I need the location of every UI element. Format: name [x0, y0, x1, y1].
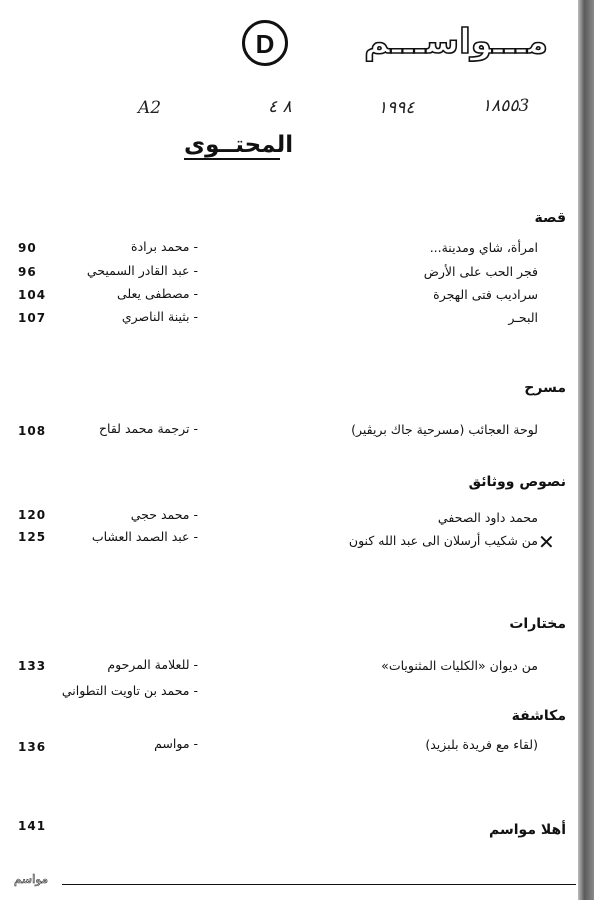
entry-author: - محمد برادة	[131, 239, 198, 254]
badge-letter: D	[255, 29, 275, 59]
handwritten-note: ٨ ٤	[268, 97, 292, 117]
toc-title-underline	[184, 158, 280, 160]
entry-title: امرأة، شاي ومدينة...	[429, 240, 538, 255]
section-heading: نصوص ووثائق	[468, 474, 566, 490]
entry-page: 120	[18, 508, 47, 522]
section-heading: مكاشفة	[511, 708, 566, 724]
magazine-logo: مـــواســـم	[364, 22, 548, 62]
entry-title: محمد داود الصحفي	[437, 510, 538, 525]
entry-page: 141	[18, 819, 47, 833]
section-heading: أهلا مواسم	[489, 822, 566, 838]
entry-author: - ترجمة محمد لقاح	[98, 421, 198, 436]
entry-page: 136	[18, 740, 47, 754]
page-edge-shadow	[578, 0, 594, 900]
handwritten-note: ١٩٩٤	[378, 98, 415, 118]
entry-title: من شكيب أرسلان الى عبد الله كنون	[348, 533, 538, 548]
entry-page: 107	[18, 311, 47, 325]
section-heading: مختارات	[509, 616, 566, 632]
d-badge-icon	[242, 20, 288, 66]
handwritten-x-mark: ✕	[538, 530, 555, 554]
entry-author: - عبد الصمد العشاب	[91, 529, 198, 544]
entry-title: البحـر	[508, 310, 538, 325]
entry-author: - بثينة الناصري	[121, 309, 198, 324]
entry-author: - محمد حجي	[130, 507, 198, 522]
entry-page: 96	[18, 265, 37, 279]
entry-author: - مواسم	[154, 736, 198, 751]
entry-page: 125	[18, 530, 47, 544]
handwritten-note: ١٨٥٥3	[482, 96, 530, 116]
entry-page: 104	[18, 288, 47, 302]
entry-page: 90	[18, 241, 37, 255]
entry-author: - للعلامة المرحوم	[107, 657, 198, 672]
entry-author-line2: - محمد بن تاويت التطواني	[61, 683, 198, 698]
entry-author: - مصطفى يعلى	[116, 286, 198, 301]
section-heading: مسرح	[524, 380, 566, 396]
entry-author: - عبد القادر السميحي	[86, 263, 198, 278]
entry-title: من ديوان «الكليات المثنويات»	[381, 658, 538, 673]
entry-title: فجر الحب على الأرض	[423, 264, 538, 279]
entry-title: سراديب فتى الهجرة	[433, 287, 538, 302]
entry-title: لوحة العجائب (مسرحية جاك بريڤير)	[351, 422, 538, 437]
footer-rule	[62, 884, 576, 885]
toc-title: المحتــوى	[184, 132, 294, 158]
section-heading: قصة	[534, 210, 566, 226]
handwritten-note: A2	[138, 98, 162, 118]
footer-logo: مواسم	[14, 872, 49, 886]
entry-page: 133	[18, 659, 47, 673]
entry-title: (لقاء مع فريدة بلبزيد)	[425, 737, 538, 752]
entry-page: 108	[18, 424, 47, 438]
